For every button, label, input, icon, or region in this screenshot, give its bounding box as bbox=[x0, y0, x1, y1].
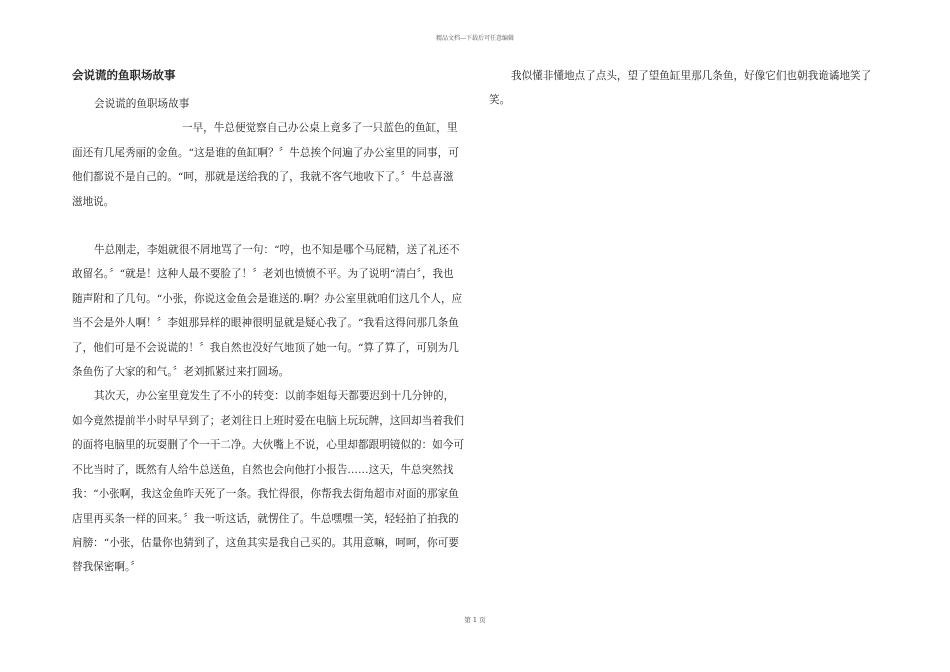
right-column bbox=[489, 64, 879, 113]
article-subtitle: 会说谎的鱼职场故事 bbox=[94, 98, 190, 110]
left-column bbox=[72, 68, 464, 580]
article-title: 会说谎的鱼职场故事 bbox=[72, 68, 176, 82]
paragraph-1: 一早，牛总便觉察自己办公桌上竟多了一只蓝色的鱼缸，里面还有几尾秀丽的金鱼。“这是谁的鱼缸啊？〞牛总挨个问遍了办公室里的同事，可他们都说不是自己的。“呵，那就是送给我的了，我就不客气地收下了。〞牛总喜滋滋地说。 bbox=[72, 122, 459, 208]
paragraph-3: 其次天，办公室里竟发生了不小的转变：以前李姐每天都要迟到十几分钟的，如今竟然提前半小时早早到了；老刘往日上班时爱在电脑上玩玩牌，这回却当着我们的面将电脑里的玩耍删了个一干二净。大伙嘴上不说，心里却都跟明镜似的：如今可不比当时了，既然有人给牛总送鱼，自然也会向他打小报告……这天，牛总突然找我：“小张啊，我这金鱼昨天死了一条。我忙得很，你帮我去街角超市对面的那家鱼店里再买条一样的回来。〞我一听这话，就愣住了。牛总嘿嘿一笑，轻轻拍了拍我的肩膀：“小张，估量你也猜到了，这鱼其实是我自己买的。其用意嘛，呵呵，你可要替我保密啊。〞 bbox=[72, 390, 464, 574]
paragraph-4: 我似懂非懂地点了点头，望了望鱼缸里那几条鱼，好像它们也朝我诡谲地笑了笑。 bbox=[489, 70, 872, 107]
paragraph-gap bbox=[72, 214, 464, 238]
paragraph-2: 牛总刚走，李姐就很不屑地骂了一句：“哼，也不知是哪个马屁精，送了礼还不敢留名。〞“就是！这种人最不要脸了！〞老刘也愤愤不平。为了说明“清白〞，我也随声附和了几句。“小张，你说这金鱼会是谁送的.啊？办公室里就咱们这几个人，应当不会是外人啊！〞李姐那异样的眼神很明显就是疑心我了。“我看这得问那几条鱼了，他们可是不会说谎的！〞我自然也没好气地顶了她一句。“算了算了，可别为几条鱼伤了大家的和气。〞老刘抓紧过来打圆场。 bbox=[72, 244, 463, 379]
page-number: 第 1 页 bbox=[464, 616, 486, 624]
page-header: 精品文档---下载后可任意编辑 bbox=[435, 35, 515, 42]
